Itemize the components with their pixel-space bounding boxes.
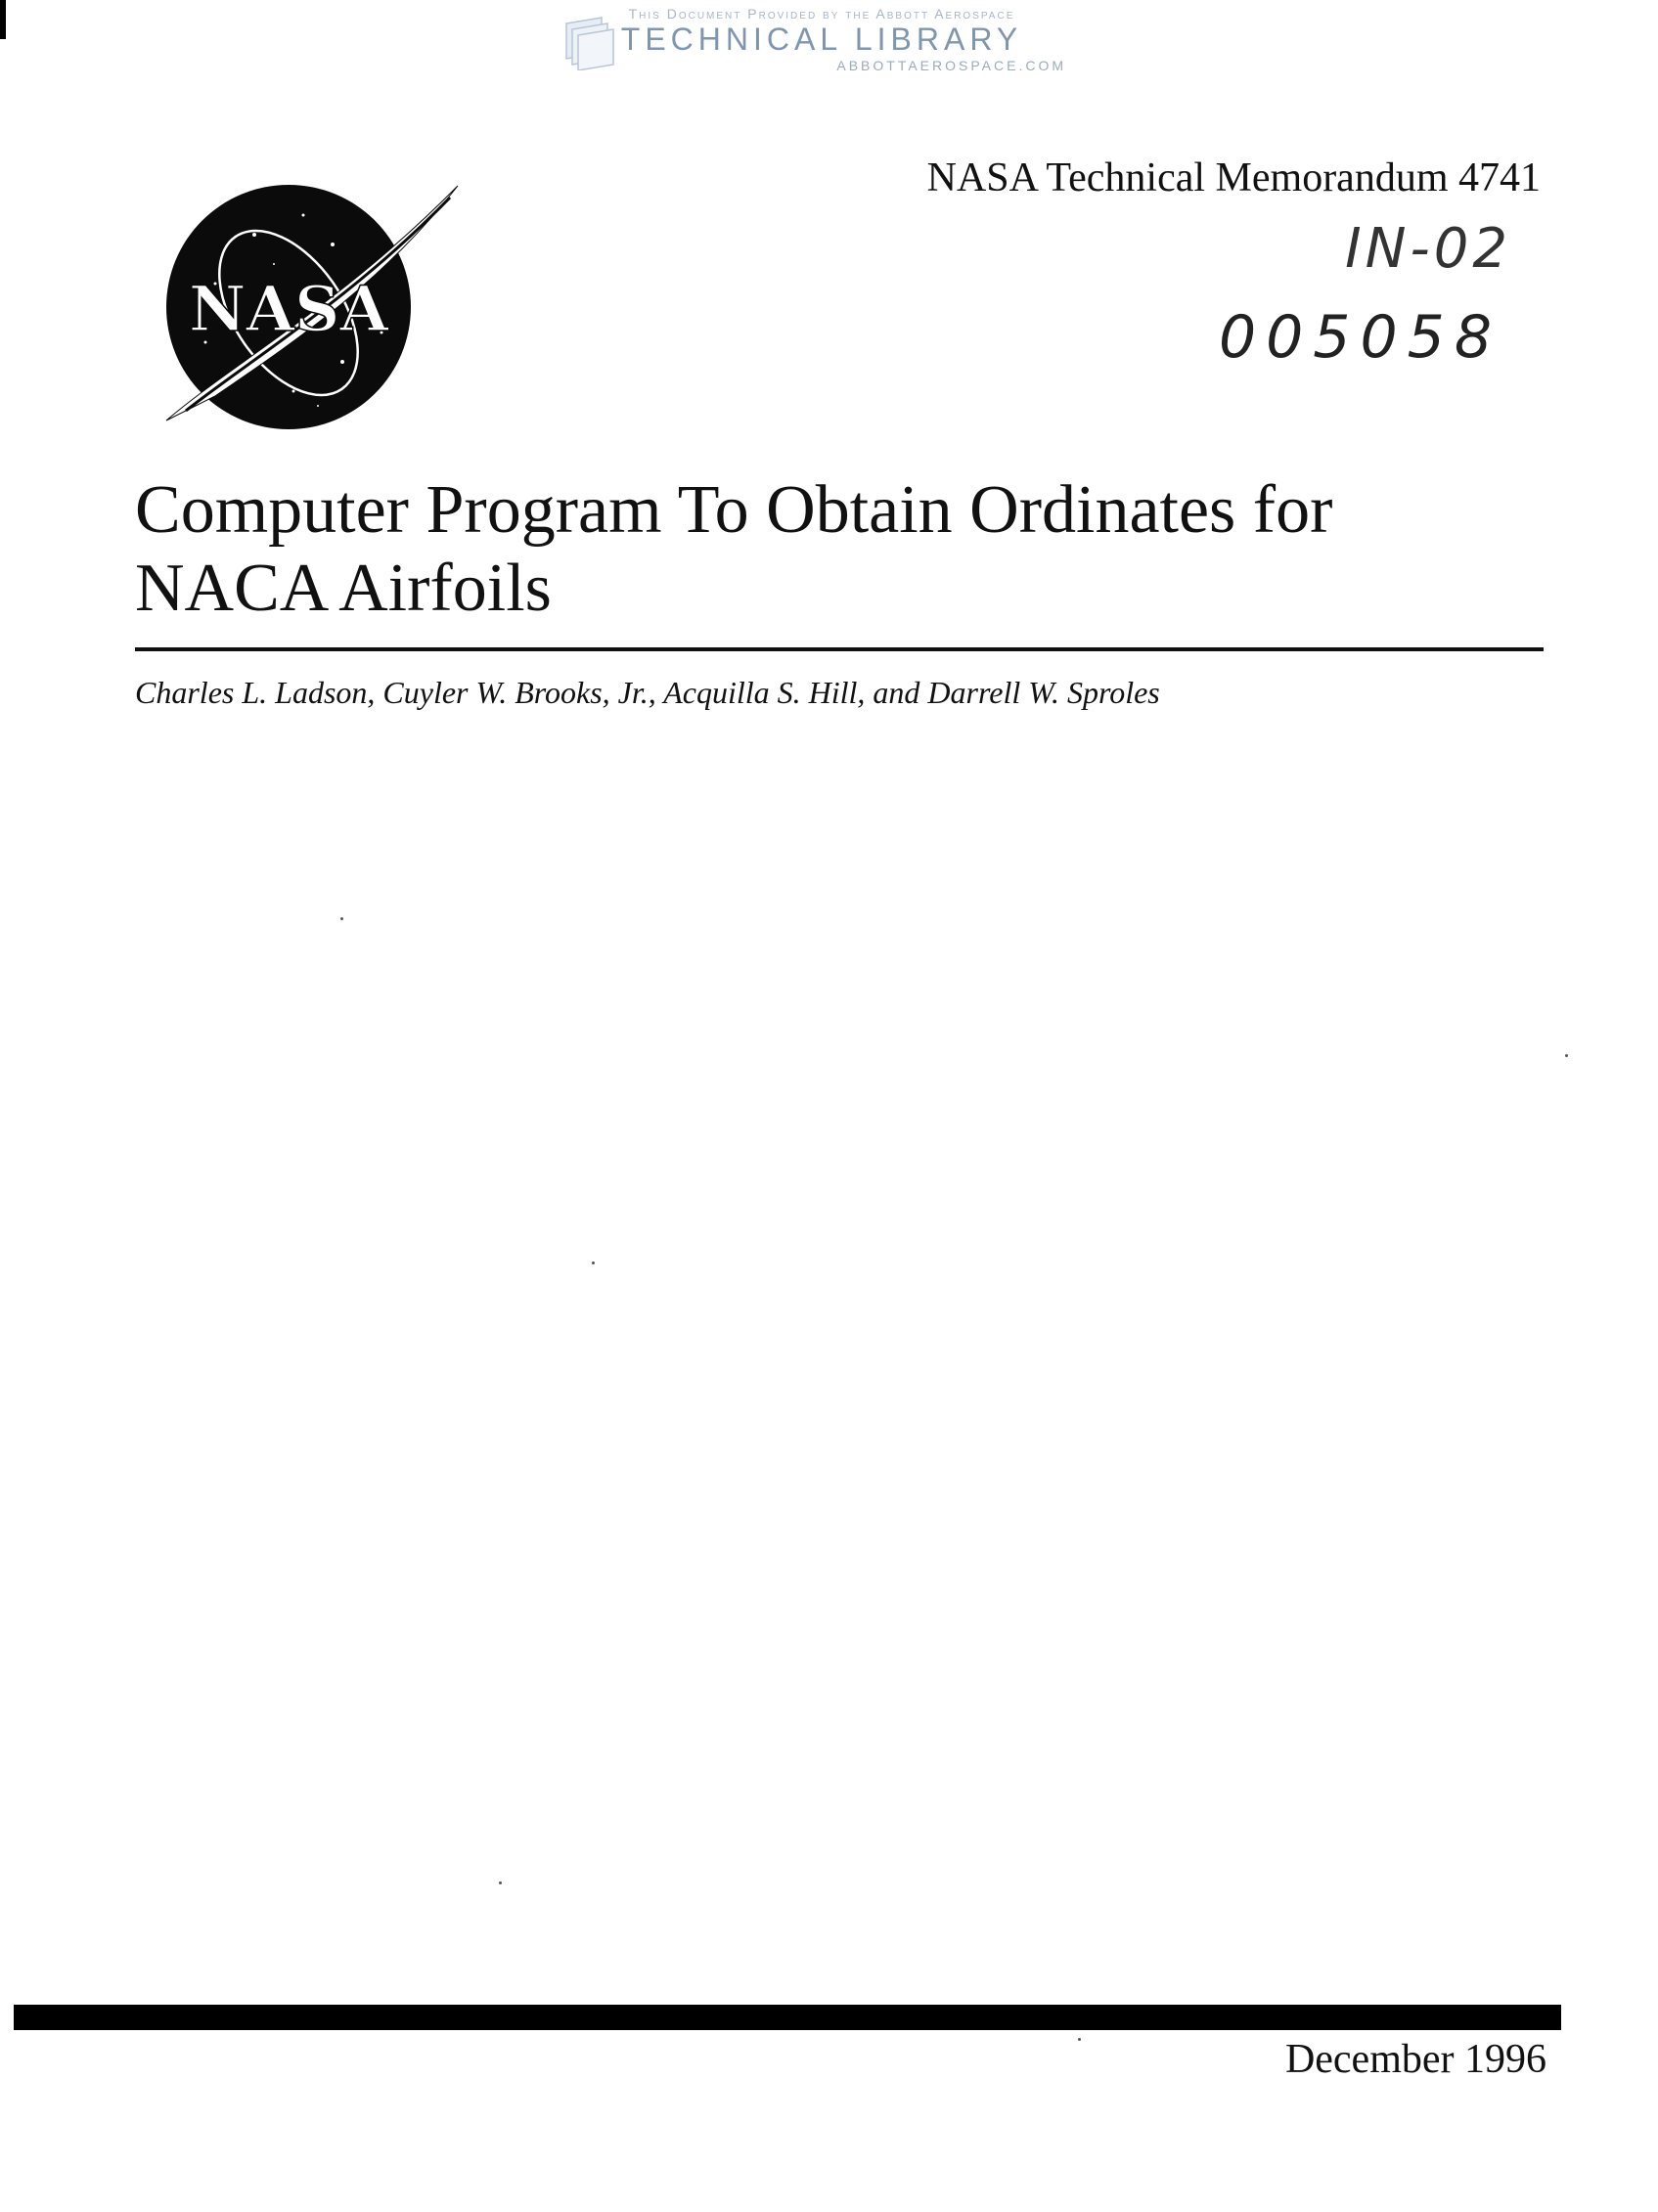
scan-speck xyxy=(592,1261,595,1264)
nasa-logo-text: NASA xyxy=(188,273,389,346)
watermark-library-name: TECHNICAL LIBRARY xyxy=(620,22,1023,57)
scan-corner-mark xyxy=(0,0,6,39)
title-line-1: Computer Program To Obtain Ordinates for xyxy=(135,472,1333,548)
document-title xyxy=(135,471,1544,628)
footer-bar xyxy=(14,2005,1561,2030)
scan-speck xyxy=(1078,2038,1081,2041)
handwritten-accession-number: 005058 xyxy=(1218,303,1501,372)
author-list: Charles L. Ladson, Cuyler W. Brooks, Jr., Acquilla S. Hill, and Darrell W. Sproles xyxy=(135,675,1160,710)
publication-date: December 1996 xyxy=(1284,2037,1546,2082)
watermark-website: ABBOTTAEROSPACE.COM xyxy=(836,58,1066,73)
scan-speck xyxy=(499,1881,502,1884)
handwritten-subject-code: IN-02 xyxy=(1345,217,1511,281)
title-line-2: NACA Airfoils xyxy=(135,551,552,626)
title-divider xyxy=(135,647,1544,651)
library-watermark xyxy=(548,6,1096,73)
memo-number: NASA Technical Memorandum 4741 xyxy=(926,155,1541,200)
scan-speck xyxy=(340,917,343,920)
scan-speck xyxy=(1565,1054,1568,1057)
nasa-meatball-icon xyxy=(147,176,470,430)
watermark-provider-line: This Document Provided by the Abbott Aerospace xyxy=(628,6,1015,22)
